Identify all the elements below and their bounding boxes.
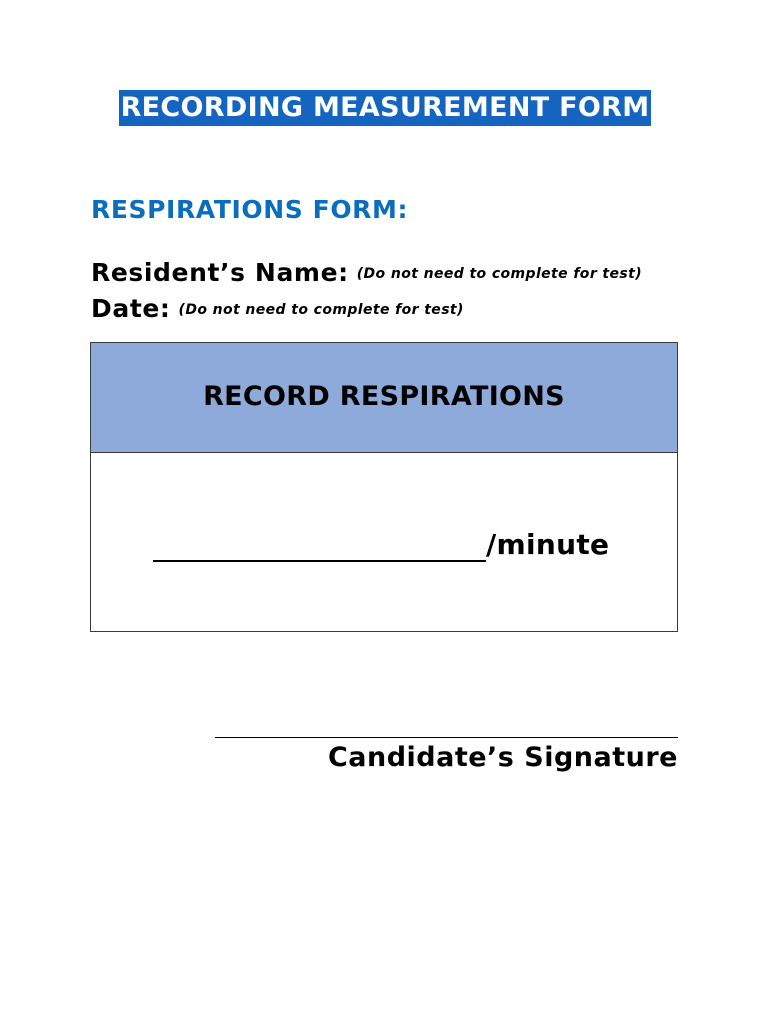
record-box-header-text: RECORD RESPIRATIONS (203, 381, 565, 412)
respirations-blank-line[interactable] (153, 526, 486, 562)
resident-name-label: Resident’s Name: (91, 258, 349, 287)
resident-name-field (91, 256, 642, 290)
form-title: RECORDING MEASUREMENT FORM (119, 90, 652, 126)
date-label: Date: (91, 294, 171, 323)
signature-line[interactable] (215, 737, 678, 738)
date-note: (Do not need to complete for test) (178, 302, 464, 318)
signature-label: Candidate’s Signature (327, 742, 678, 773)
resident-name-note: (Do not need to complete for test) (356, 266, 643, 282)
per-minute-label: /minute (486, 528, 610, 561)
respirations-entry (153, 526, 609, 562)
section-heading: RESPIRATIONS FORM: (91, 195, 409, 224)
date-field (91, 292, 464, 326)
title-area (0, 90, 770, 126)
record-box-header (91, 343, 677, 453)
record-respirations-box (90, 342, 678, 632)
